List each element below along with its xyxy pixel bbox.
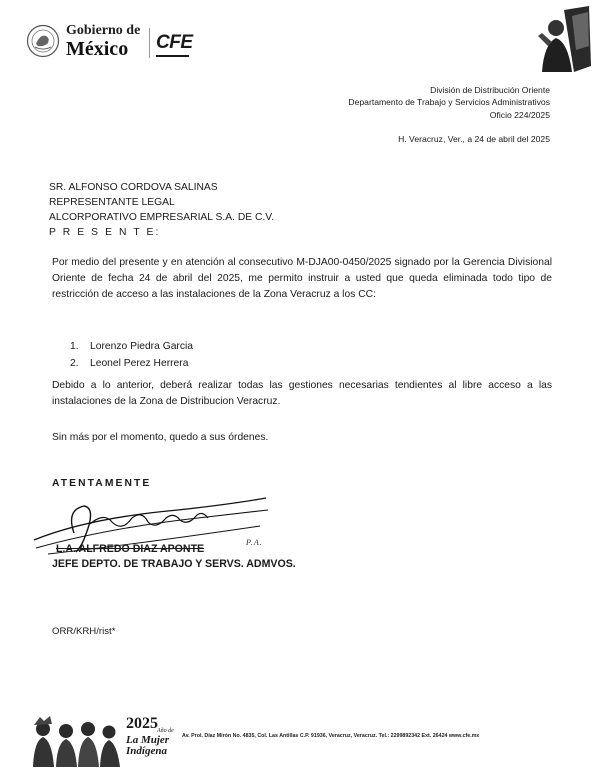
list-item-number: 2. (70, 357, 79, 369)
historical-figure-emblem-icon (534, 6, 592, 76)
authorized-persons-list (70, 339, 193, 372)
list-item (70, 339, 193, 356)
recipient-block (49, 180, 274, 240)
recipient-role: REPRESENTANTE LEGAL (49, 197, 175, 208)
list-item-name: Lorenzo Piedra Garcia (90, 341, 194, 352)
pa-mark: P.A. (246, 538, 263, 547)
recipient-name: SR. ALFONSO CORDOVA SALINAS (49, 182, 218, 193)
footer-year: 2025 (126, 715, 158, 732)
list-item (70, 356, 193, 373)
issuer-department: Departamento de Trabajo y Servicios Administrativos (348, 97, 550, 108)
gov-line1: Gobierno de (66, 23, 141, 38)
reference-initials: ORR/KRH/rist* (52, 626, 116, 637)
government-logo-text (66, 24, 140, 59)
footer-ano-de: Año de (157, 728, 174, 734)
recipient-company: ALCORPORATIVO EMPRESARIAL S.A. DE C.V. (49, 212, 275, 223)
letterhead (24, 18, 584, 78)
signer-name: L.A. ALFREDO DIAZ APONTE (56, 543, 205, 555)
logo-divider (149, 28, 150, 58)
indigenous-women-figures-icon (30, 715, 122, 767)
atentamente-label: ATENTAMENTE (52, 478, 152, 489)
issuer-division: División de Distribución Oriente (430, 85, 550, 95)
cfe-logo (156, 32, 193, 54)
footer-address: Av. Prol. Díaz Mirón No. 4835, Col. Las Antillas C.P. 91936, Veracruz, Veracruz. Tel.: 2299892342 Ext. 26424 www.cfe.mx (182, 733, 480, 739)
cfe-logo-underline (156, 55, 189, 57)
oficio-number: Oficio 224/2025 (489, 109, 550, 120)
gov-line2: México (66, 38, 129, 60)
letter-date: H. Veracruz, Ver., a 24 de abril del 2025 (398, 134, 550, 144)
cfe-logo-text: CFE (156, 32, 193, 53)
issuer-block (348, 84, 550, 121)
footer-indigena: Indígena (126, 745, 167, 757)
mexico-seal-icon (26, 24, 60, 58)
list-item-name: Leonel Perez Herrera (90, 357, 189, 369)
footer-la-mujer: La Mujer (126, 734, 170, 746)
list-item-number: 1. (70, 341, 79, 352)
presente-label: P R E S E N T E: (49, 227, 161, 238)
body-paragraph-2: Debido a lo anterior, deberá realizar todas las gestiones necesarias tendientes al libre acceso a las instalaciones de la Zona de Distribucion Veracruz. (52, 380, 552, 408)
body-paragraph-3: Sin más por el momento, quedo a sus órdenes. (52, 432, 269, 443)
body-paragraph-1: Por medio del presente y en atención al consecutivo M-DJA00-0450/2025 signado por la Gerencia Divisional Oriente de fecha 24 de abril del 2025, me permito instruir a usted que queda eliminada todo tipo de restricción de acceso a las instalaciones de la Zona Veracruz a los CC: (52, 257, 552, 301)
signer-title: JEFE DEPTO. DE TRABAJO Y SERVS. ADMVOS. (52, 558, 296, 570)
